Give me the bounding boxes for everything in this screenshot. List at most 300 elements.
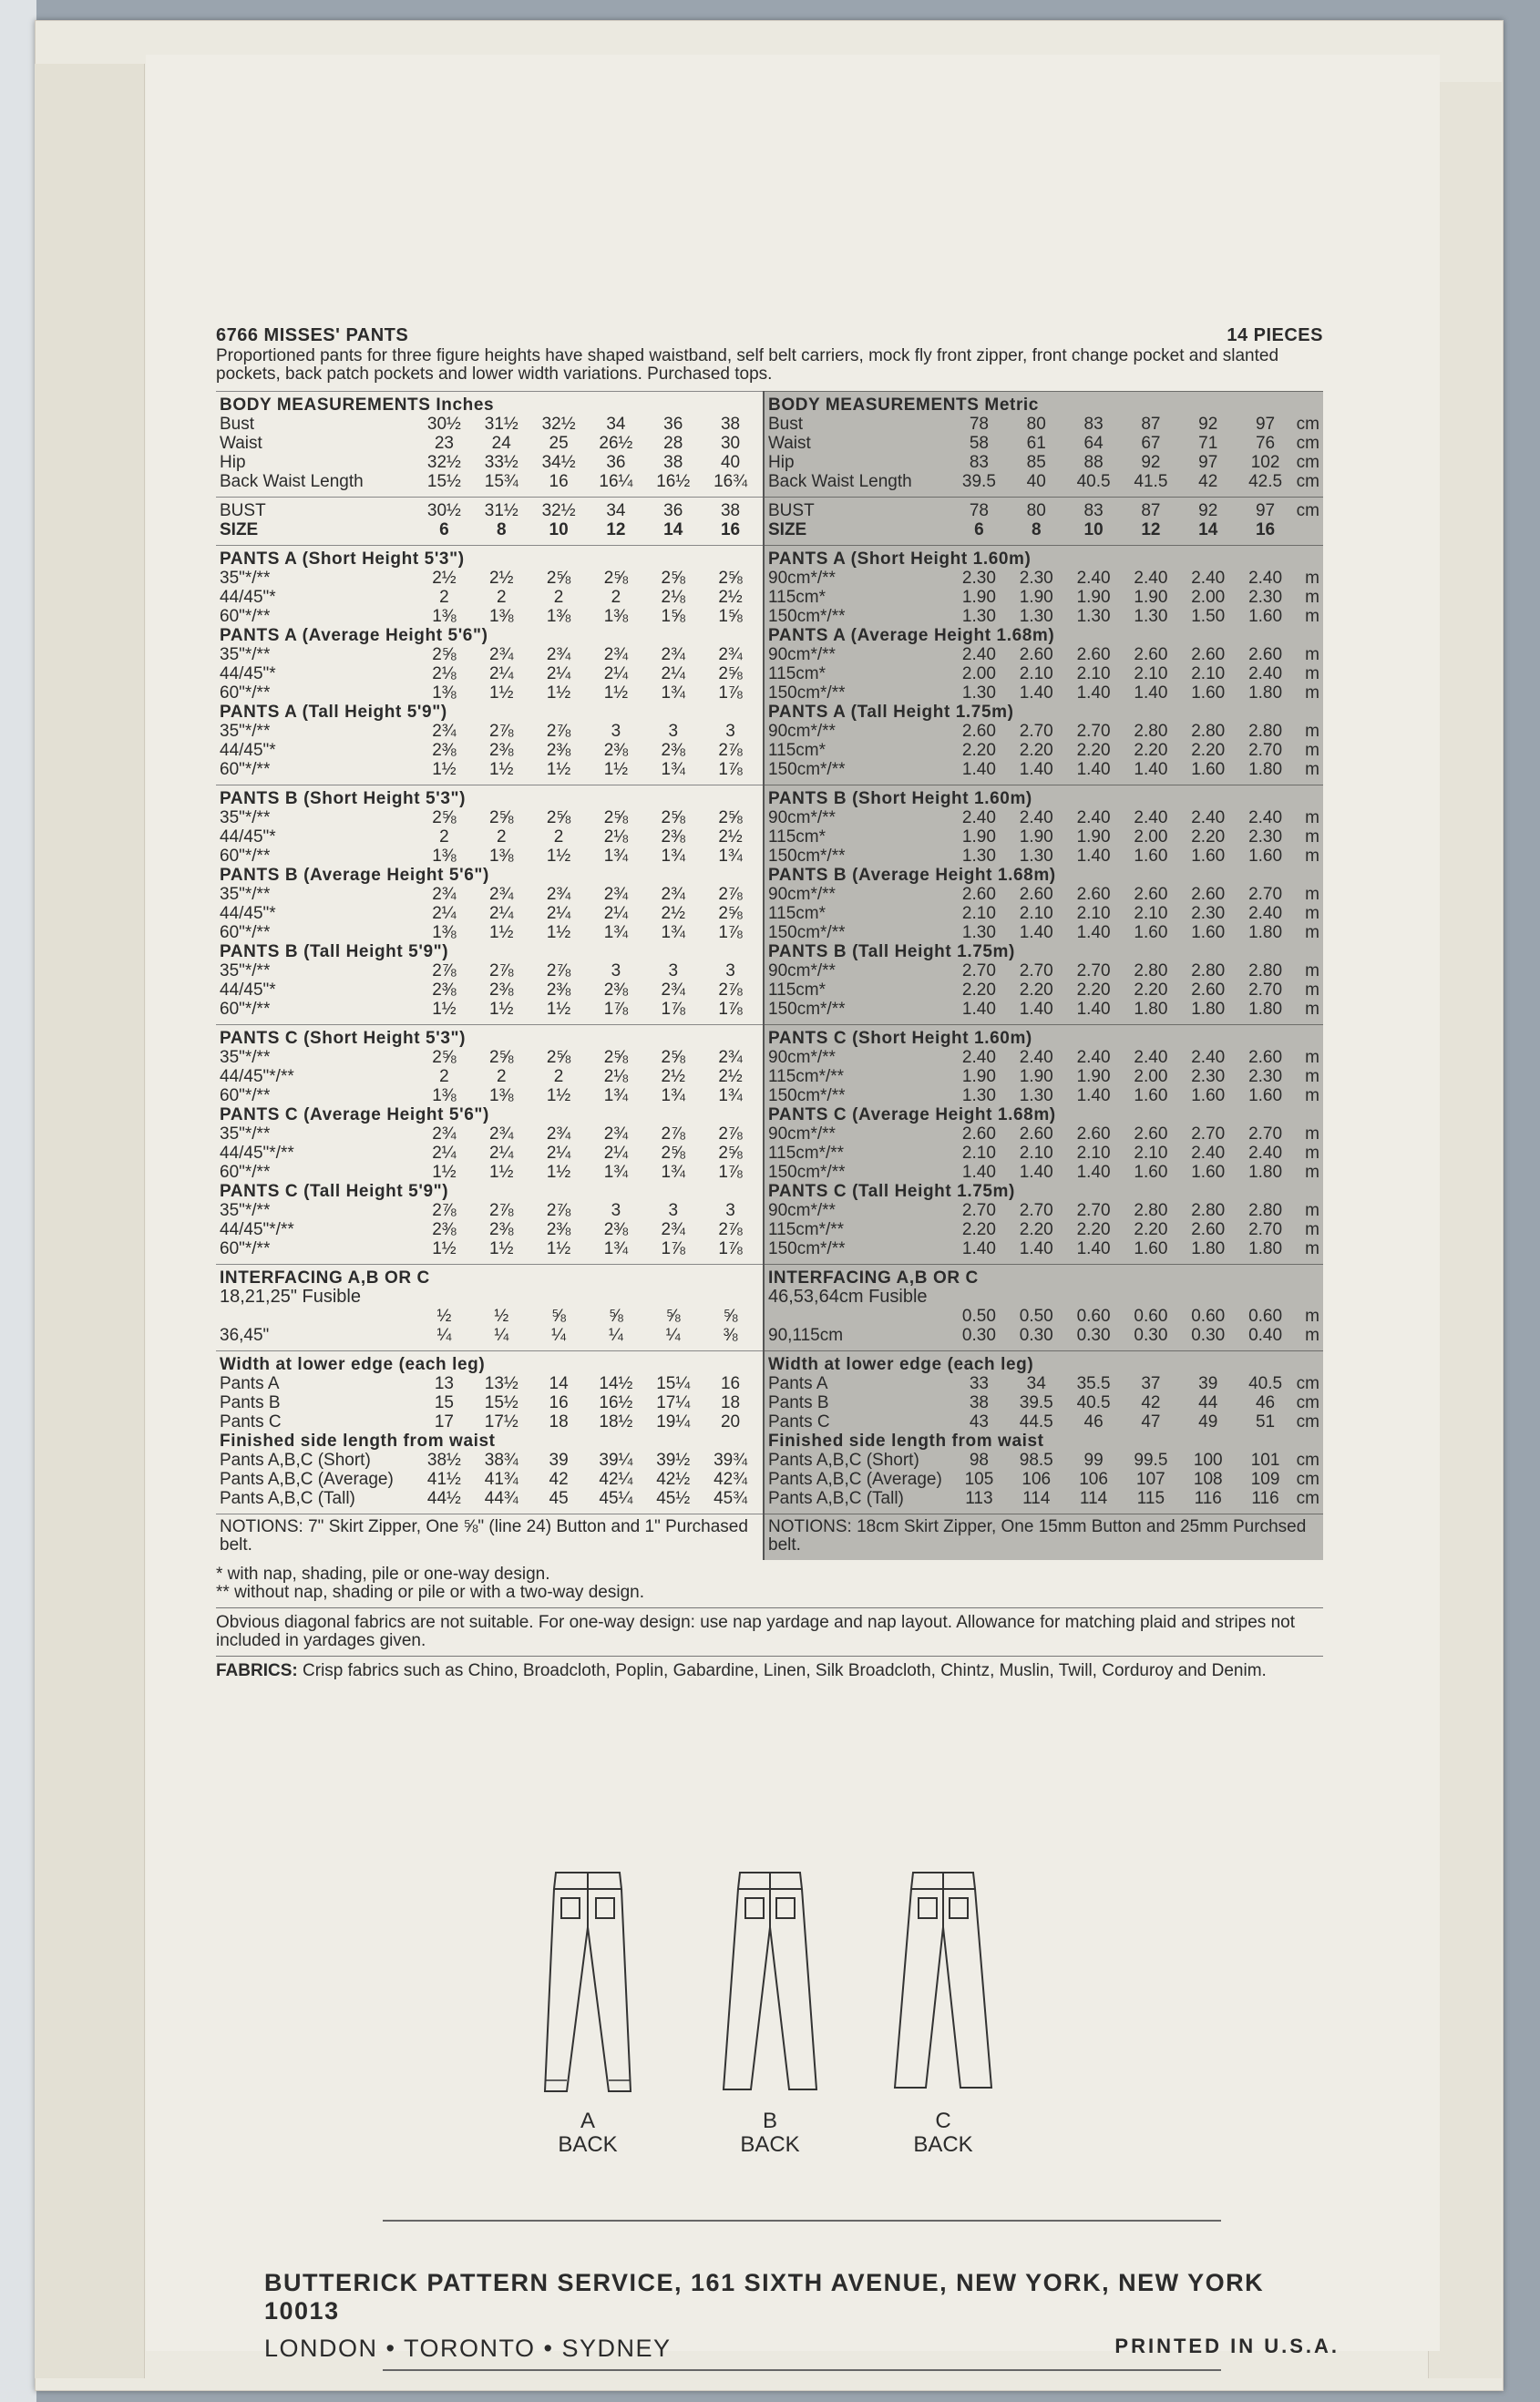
size-value: 16½ — [656, 472, 691, 491]
size-value: 44.5 — [1019, 1412, 1053, 1432]
row-label: 115cm*/** — [768, 1220, 845, 1239]
size-value: 1.30 — [1076, 607, 1111, 626]
size-value: 2.20 — [1134, 741, 1168, 760]
measurement-row — [220, 434, 759, 453]
size-value: 2.70 — [1076, 722, 1111, 741]
size-value: 2.00 — [961, 664, 996, 683]
size-value: 1.40 — [1076, 760, 1111, 779]
yardage-row — [768, 961, 1319, 980]
view-a-label: BACK — [558, 2132, 618, 2157]
row-label: Pants C — [768, 1412, 830, 1432]
row-values — [950, 588, 1294, 607]
row-label: BUST — [220, 501, 266, 520]
size-value: 10 — [1083, 520, 1104, 539]
size-value: 25 — [549, 434, 569, 453]
size-value: 1½ — [489, 1163, 514, 1182]
size-value: 1⅞ — [718, 760, 743, 779]
size-value: 2.20 — [1076, 980, 1111, 1000]
size-value: 1½ — [603, 683, 629, 703]
size-value: 8 — [1031, 520, 1042, 539]
size-value: 6 — [439, 520, 449, 539]
yardage-row — [220, 923, 759, 942]
size-value: 1½ — [489, 760, 514, 779]
size-value: 2.20 — [1134, 1220, 1168, 1239]
finished-length-row — [220, 1470, 759, 1489]
row-values — [416, 1163, 759, 1182]
size-value: 1⅞ — [661, 1239, 685, 1258]
size-value: 1.80 — [1248, 923, 1283, 942]
size-value: 2¼ — [603, 904, 629, 923]
measurement-row — [220, 472, 759, 491]
size-value: 42.5 — [1248, 472, 1283, 491]
size-value: 108 — [1193, 1470, 1223, 1489]
yardage-row — [220, 1124, 759, 1144]
size-value: 39.5 — [961, 472, 996, 491]
yardage-row — [220, 1220, 759, 1239]
size-value: 2.10 — [1134, 904, 1168, 923]
body-measurements-section — [216, 391, 763, 497]
size-value: 42¼ — [599, 1470, 633, 1489]
size-value: 18 — [549, 1412, 569, 1432]
row-label: Bust — [220, 415, 255, 434]
view-a — [538, 1863, 638, 2157]
unit-label: cm — [1296, 434, 1319, 453]
interfacing-row — [220, 1307, 759, 1326]
size-value: 1⅞ — [718, 923, 743, 942]
yardage-row — [220, 961, 759, 980]
size-value: 2.20 — [1076, 741, 1111, 760]
size-value: 113 — [965, 1489, 993, 1508]
divider — [216, 1607, 1323, 1608]
size-value: 78 — [969, 415, 989, 434]
row-values — [950, 434, 1294, 453]
row-label: 115cm* — [768, 980, 826, 1000]
view-b — [720, 1863, 820, 2157]
row-label: Pants B — [768, 1393, 829, 1412]
size-value: 2⅝ — [603, 1048, 629, 1067]
size-value: 100 — [1193, 1451, 1223, 1470]
size-value: 1.40 — [961, 1000, 996, 1019]
size-value: 78 — [969, 501, 989, 520]
size-value: 1.60 — [1134, 847, 1168, 866]
row-label: 35"*/** — [220, 1048, 271, 1067]
size-value: 1¾ — [661, 760, 685, 779]
size-value: 0.30 — [1134, 1326, 1168, 1345]
size-value: 1.90 — [1019, 827, 1053, 847]
size-value: 0.30 — [1191, 1326, 1226, 1345]
size-value: 31½ — [484, 415, 518, 434]
view-c — [893, 1863, 993, 2157]
size-value: 2⅝ — [718, 808, 743, 827]
size-value: 1½ — [432, 1000, 457, 1019]
size-value: 114 — [1079, 1489, 1108, 1508]
size-value: 1½ — [546, 847, 571, 866]
size-value: 1.40 — [1076, 1239, 1111, 1258]
row-label: Waist — [220, 434, 262, 453]
row-label: Pants A,B,C (Average) — [220, 1470, 394, 1489]
yardage-row — [220, 722, 759, 741]
size-value: 99 — [1083, 1451, 1104, 1470]
size-value: 1⅜ — [546, 607, 571, 626]
yardage-row — [220, 1163, 759, 1182]
row-values — [416, 1000, 759, 1019]
size-value: 2⅝ — [718, 569, 743, 588]
size-value: 1.90 — [1076, 827, 1111, 847]
size-value: 2⅝ — [603, 569, 629, 588]
unit-label: m — [1305, 980, 1319, 1000]
yardage-heading: PANTS A (Short Height 5'3") — [220, 549, 465, 569]
row-values — [416, 683, 759, 703]
size-value: 1⅞ — [718, 1239, 743, 1258]
yardage-row — [220, 588, 759, 607]
size-value: 1⅜ — [432, 923, 457, 942]
size-value: 2.40 — [1076, 569, 1111, 588]
size-value: 45½ — [656, 1489, 691, 1508]
size-value: 80 — [1026, 501, 1046, 520]
city-separator: • — [543, 2335, 554, 2362]
size-value: 2.10 — [1019, 664, 1053, 683]
size-value: 2.60 — [1076, 1124, 1111, 1144]
size-value: 2¼ — [546, 1144, 571, 1163]
size-value: 2.20 — [1019, 980, 1053, 1000]
size-value: 34½ — [541, 453, 576, 472]
row-values — [416, 885, 759, 904]
row-values — [416, 904, 759, 923]
size-value: 39 — [549, 1451, 569, 1470]
yardage-heading: PANTS B (Tall Height 5'9") — [220, 942, 449, 961]
size-value: 87 — [1141, 501, 1161, 520]
row-label: Hip — [220, 453, 246, 472]
size-value: 2.10 — [1134, 1144, 1168, 1163]
row-label: 44/45"*/** — [220, 1220, 294, 1239]
size-value: 2.40 — [1191, 808, 1226, 827]
row-label: 35"*/** — [220, 808, 271, 827]
size-value: 2⅞ — [718, 1220, 743, 1239]
unit-label: m — [1305, 1048, 1319, 1067]
row-label: 44/45"* — [220, 741, 276, 760]
size-value: 2.60 — [1191, 885, 1226, 904]
unit-label: cm — [1296, 1374, 1319, 1393]
unit-label: m — [1305, 664, 1319, 683]
size-value: 2.80 — [1134, 722, 1168, 741]
size-value: 40.5 — [1076, 472, 1111, 491]
size-value: 2.80 — [1134, 1201, 1168, 1220]
size-value: 2⅜ — [546, 1220, 571, 1239]
size-value: 2⅞ — [489, 1201, 514, 1220]
size-value: 2¼ — [546, 904, 571, 923]
row-values — [950, 1220, 1294, 1239]
row-label: 60"*/** — [220, 1000, 271, 1019]
size-value: 45 — [549, 1489, 569, 1508]
body-measurements-heading: BODY MEASUREMENTS Metric — [768, 395, 1039, 415]
row-label: 90cm*/** — [768, 722, 836, 741]
size-value: 109 — [1250, 1470, 1280, 1489]
footer-rule — [383, 2220, 1221, 2222]
row-label: 35"*/** — [220, 1124, 271, 1144]
size-value: ¼ — [665, 1326, 681, 1345]
size-value: 30½ — [426, 501, 461, 520]
yardage-row — [220, 1239, 759, 1258]
size-value: 2.80 — [1191, 1201, 1226, 1220]
size-value: 3 — [725, 961, 735, 980]
size-value: 2⅝ — [661, 1144, 685, 1163]
unit-label: m — [1305, 1307, 1319, 1326]
row-values — [416, 1086, 759, 1105]
title-row — [216, 326, 1323, 345]
row-values — [416, 1124, 759, 1144]
size-value: 2 — [496, 588, 507, 607]
size-value: 16 — [549, 472, 569, 491]
fabrics-text: Crisp fabrics such as Chino, Broadcloth, Poplin, Gabardine, Linen, Silk Broadcloth, Chintz, Muslin, Twill, Corduroy and Denim. — [303, 1661, 1267, 1680]
size-value: 87 — [1141, 415, 1161, 434]
size-value: 2⅜ — [546, 741, 571, 760]
size-value: 49 — [1198, 1412, 1218, 1432]
piece-count: 14 PIECES — [1227, 325, 1323, 345]
size-value: 1.40 — [961, 760, 996, 779]
row-values — [416, 1374, 759, 1393]
size-value: 2.10 — [1191, 664, 1226, 683]
view-b-label: BACK — [740, 2132, 800, 2157]
row-values — [950, 1412, 1294, 1432]
width-row — [220, 1393, 759, 1412]
size-value: 32½ — [426, 453, 461, 472]
row-values — [950, 1144, 1294, 1163]
unit-label: m — [1305, 1201, 1319, 1220]
yardage-row — [220, 1067, 759, 1086]
size-value: 2.20 — [961, 741, 996, 760]
size-value: 2.20 — [1076, 1220, 1111, 1239]
size-value: 67 — [1141, 434, 1161, 453]
size-value: 1½ — [546, 1086, 571, 1105]
size-value: 2⅝ — [718, 1144, 743, 1163]
size-value: 40 — [1026, 472, 1046, 491]
yardage-row — [768, 1086, 1319, 1105]
yardage-heading: PANTS A (Tall Height 1.75m) — [768, 703, 1014, 722]
size-value: 34 — [606, 501, 626, 520]
size-value: 1.40 — [1019, 1000, 1053, 1019]
size-value: ½ — [494, 1307, 509, 1326]
row-label: 60"*/** — [220, 1239, 271, 1258]
yardage-row — [768, 683, 1319, 703]
size-value: 2.40 — [961, 808, 996, 827]
size-value: 116 — [1194, 1489, 1222, 1508]
size-value: 1.60 — [1134, 1239, 1168, 1258]
yardage-heading: PANTS A (Average Height 1.68m) — [768, 626, 1055, 645]
diagonal-note: Obvious diagonal fabrics are not suitable. For one-way design: use nap yardage and nap layout. Allowance for matching plaid and stripes not included in yardages given. — [216, 1613, 1296, 1650]
size-value: 2⅞ — [546, 961, 571, 980]
size-value: 2½ — [489, 569, 514, 588]
row-values — [950, 961, 1294, 980]
size-value: 92 — [1198, 415, 1218, 434]
size-value: 2.70 — [1248, 741, 1283, 760]
size-value: 16 — [720, 520, 741, 539]
size-value: 2.80 — [1248, 1201, 1283, 1220]
size-value: 30 — [720, 434, 741, 453]
size-value: 2.40 — [1134, 1048, 1168, 1067]
size-value: ¼ — [494, 1326, 509, 1345]
size-value: 1.30 — [1019, 607, 1053, 626]
size-value: 0.40 — [1248, 1326, 1283, 1345]
yardage-row — [220, 664, 759, 683]
size-value: 1.80 — [1191, 1239, 1226, 1258]
row-label: 90cm*/** — [768, 1048, 836, 1067]
yardage-row — [220, 741, 759, 760]
size-value: 116 — [1251, 1489, 1279, 1508]
size-value: 1.40 — [1019, 760, 1053, 779]
row-values — [950, 722, 1294, 741]
size-value: 2¾ — [432, 1124, 457, 1144]
row-label: Pants A — [220, 1374, 280, 1393]
size-value: 92 — [1198, 501, 1218, 520]
city-separator: • — [385, 2335, 396, 2362]
size-value: 2 — [496, 827, 507, 847]
size-value: 2.10 — [1076, 664, 1111, 683]
size-value: 1.90 — [1076, 1067, 1111, 1086]
interfacing-subheading: 18,21,25" Fusible — [220, 1287, 361, 1307]
size-value: 2.30 — [1191, 904, 1226, 923]
size-value: 2.70 — [1248, 885, 1283, 904]
row-label: 35"*/** — [220, 885, 271, 904]
row-label: 150cm*/** — [768, 683, 846, 703]
size-value: 2.80 — [1191, 722, 1226, 741]
row-values — [950, 1163, 1294, 1182]
imperial-column — [216, 391, 765, 1560]
unit-label: m — [1305, 1239, 1319, 1258]
size-value: 2.40 — [1019, 1048, 1053, 1067]
footer-rule — [383, 2369, 1221, 2371]
size-value: 1.60 — [1191, 1086, 1226, 1105]
size-value: 2⅞ — [432, 1201, 457, 1220]
row-values — [950, 1239, 1294, 1258]
unit-label: m — [1305, 827, 1319, 847]
yardage-row — [220, 760, 759, 779]
row-values — [950, 569, 1294, 588]
yardage-row — [768, 923, 1319, 942]
size-value: 1.80 — [1248, 1000, 1283, 1019]
size-value: 2⅜ — [661, 741, 685, 760]
row-label: Pants B — [220, 1393, 281, 1412]
yardage-row — [768, 760, 1319, 779]
yardage-heading: PANTS B (Short Height 5'3") — [220, 789, 467, 808]
size-value: 1.40 — [1134, 760, 1168, 779]
row-label: Pants A — [768, 1374, 828, 1393]
row-label: 60"*/** — [220, 923, 271, 942]
row-values — [416, 569, 759, 588]
row-values — [416, 1489, 759, 1508]
size-value: 2 — [439, 1067, 449, 1086]
row-label: 150cm*/** — [768, 1163, 846, 1182]
row-label: Back Waist Length — [768, 472, 912, 491]
row-values — [950, 1048, 1294, 1067]
size-value: 1⅞ — [661, 1000, 685, 1019]
row-values — [950, 885, 1294, 904]
yardage-row — [768, 722, 1319, 741]
size-value: 10 — [549, 520, 569, 539]
size-value: 2.40 — [1191, 569, 1226, 588]
yardage-row — [768, 904, 1319, 923]
width-row — [768, 1374, 1319, 1393]
size-value: ⅜ — [723, 1326, 738, 1345]
size-value: 2⅝ — [546, 1048, 571, 1067]
size-value: 2⅞ — [546, 722, 571, 741]
row-label: SIZE — [768, 520, 807, 539]
size-value: 16¼ — [599, 472, 633, 491]
width-row — [768, 1412, 1319, 1432]
row-values — [950, 847, 1294, 866]
size-value: 39¼ — [599, 1451, 633, 1470]
size-value: 2¼ — [432, 904, 457, 923]
size-value: 2.60 — [961, 1124, 996, 1144]
size-value: 1.40 — [1076, 923, 1111, 942]
row-values — [950, 1000, 1294, 1019]
unit-label: m — [1305, 847, 1319, 866]
yardage-row — [768, 1048, 1319, 1067]
size-value: 1¾ — [661, 1086, 685, 1105]
size-value: 1¾ — [718, 847, 743, 866]
size-value: 2¾ — [546, 885, 571, 904]
row-values — [950, 1086, 1294, 1105]
yardage-row — [768, 1067, 1319, 1086]
row-label: Back Waist Length — [220, 472, 364, 491]
row-label: 150cm*/** — [768, 607, 846, 626]
size-value: 2⅜ — [661, 827, 685, 847]
row-values — [950, 741, 1294, 760]
size-value: ⅝ — [665, 1307, 681, 1326]
size-value: 1½ — [546, 1163, 571, 1182]
size-value: 1.90 — [961, 588, 996, 607]
row-label: 90cm*/** — [768, 1124, 836, 1144]
size-value: 1.90 — [961, 1067, 996, 1086]
size-value: 44¾ — [484, 1489, 518, 1508]
size-value: 1.40 — [1076, 683, 1111, 703]
row-values — [416, 1307, 759, 1326]
size-value: 2.80 — [1248, 722, 1283, 741]
unit-label: cm — [1296, 1489, 1319, 1508]
size-value: 105 — [964, 1470, 994, 1489]
row-values — [416, 588, 759, 607]
size-value: 2.60 — [1019, 885, 1053, 904]
row-values — [416, 434, 759, 453]
row-label: 60"*/** — [220, 760, 271, 779]
size-value: 14½ — [599, 1374, 633, 1393]
row-label: 115cm* — [768, 664, 826, 683]
row-values — [950, 980, 1294, 1000]
size-value: 38 — [969, 1393, 989, 1412]
size-value: 17 — [434, 1412, 454, 1432]
row-label: Pants C — [220, 1412, 282, 1432]
row-label: 35"*/** — [220, 961, 271, 980]
yardage-row — [768, 885, 1319, 904]
size-value: 15¾ — [484, 472, 518, 491]
size-value: 1.60 — [1191, 847, 1226, 866]
width-row — [220, 1374, 759, 1393]
size-value: 2⅜ — [489, 980, 514, 1000]
row-values — [416, 472, 759, 491]
size-value: 3 — [611, 961, 621, 980]
size-row — [220, 520, 759, 539]
size-value: 2½ — [432, 569, 457, 588]
size-value: 41½ — [426, 1470, 461, 1489]
size-value: 2¾ — [661, 885, 685, 904]
size-value: 2.60 — [1076, 645, 1111, 664]
size-value: 1¾ — [661, 1163, 685, 1182]
size-value: 2.60 — [961, 885, 996, 904]
yardage-row — [220, 847, 759, 866]
finished-length-row — [768, 1470, 1319, 1489]
size-value: 1⅜ — [432, 847, 457, 866]
size-value: 2.10 — [1076, 1144, 1111, 1163]
view-c-letter: C — [935, 2109, 951, 2133]
